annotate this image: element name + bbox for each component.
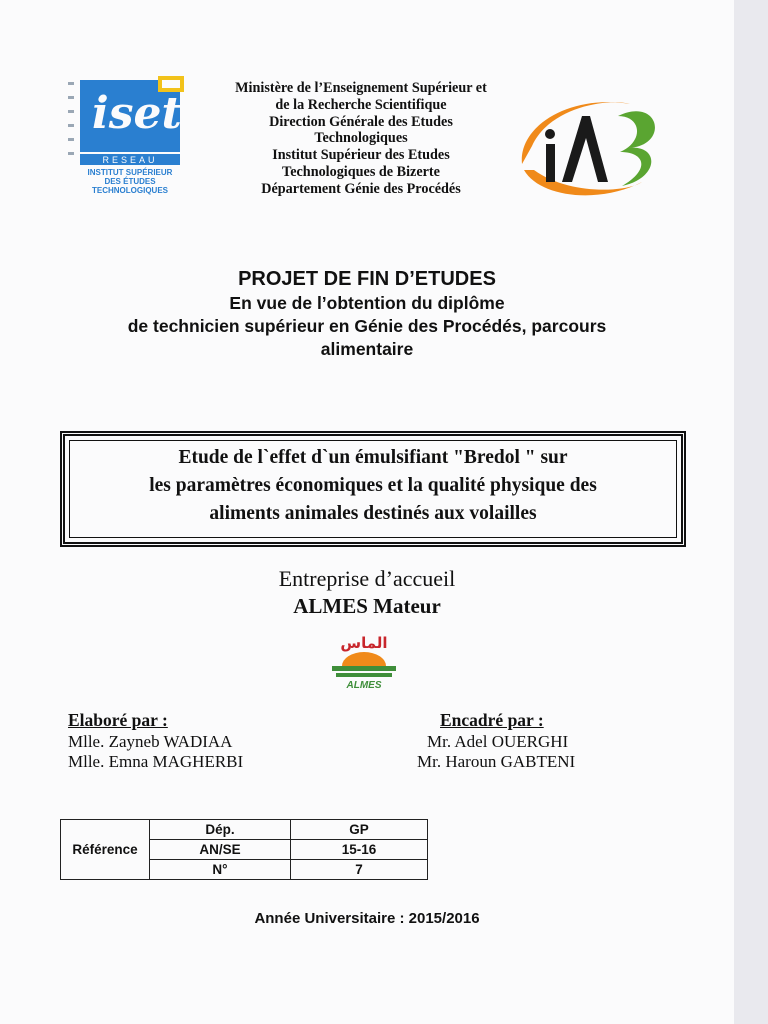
host-name: ALMES Mateur	[293, 594, 441, 618]
scan-edge	[734, 0, 768, 1024]
almes-logo	[326, 632, 402, 692]
author-name: Mlle. Zayneb WADIAA	[68, 732, 233, 751]
subtitle-line: En vue de l’obtention du diplôme	[229, 293, 505, 313]
svg-text:TECHNOLOGIQUES: TECHNOLOGIQUES	[91, 186, 169, 195]
thesis-title-box	[60, 431, 686, 547]
thesis-title-line: Etude de l`effet d`un émulsifiant "Bredol " sur	[178, 447, 568, 468]
ministry-line: Institut Supérieur des Etudes	[272, 147, 450, 164]
svg-text:iset: iset	[92, 88, 182, 139]
host-label: Entreprise d’accueil	[278, 566, 456, 591]
reference-value: 15-16	[291, 840, 428, 860]
reference-key: AN/SE	[150, 840, 291, 860]
reference-key: Dép.	[150, 820, 291, 840]
author-name: Mlle. Emna MAGHERBI	[68, 752, 244, 771]
iset-logo	[62, 76, 192, 206]
ministry-line: Technologiques	[314, 130, 408, 147]
reference-table	[60, 819, 428, 880]
ia-logo	[510, 86, 660, 206]
svg-text:INSTITUT SUPÉRIEUR: INSTITUT SUPÉRIEUR	[87, 168, 173, 177]
reference-label: Référence	[61, 820, 150, 880]
authors-heading: Elaboré par :	[68, 710, 168, 730]
project-title: PROJET DE FIN D’ETUDES	[238, 268, 496, 290]
ministry-header	[200, 80, 522, 198]
iset-banner: RESEAU	[102, 155, 158, 165]
ministry-line: Technologiques de Bizerte	[282, 163, 440, 180]
svg-text:DES ÉTUDES: DES ÉTUDES	[104, 177, 156, 186]
table-row	[61, 820, 428, 840]
ministry-line: Ministère de l’Enseignement Supérieur et	[235, 80, 487, 96]
reference-value: 7	[291, 860, 428, 880]
subtitle-line: alimentaire	[320, 339, 414, 359]
reference-value: GP	[291, 820, 428, 840]
project-subtitle	[0, 292, 734, 361]
thesis-title-line: aliments animales destinés aux volailles	[209, 503, 537, 524]
svg-text:الماس: الماس	[340, 634, 388, 652]
ministry-line: Département Génie des Procédés	[261, 180, 461, 197]
subtitle-line: de technicien supérieur en Génie des Procédés, parcours	[127, 316, 607, 336]
ministry-line: Direction Générale des Etudes	[269, 113, 453, 130]
reference-key: N°	[150, 860, 291, 880]
thesis-title	[65, 444, 681, 528]
svg-text:ALMES: ALMES	[346, 680, 382, 691]
thesis-title-line: les paramètres économiques et la qualité physique des	[149, 475, 597, 496]
supervisor-name: Mr. Adel OUERGHI	[427, 732, 569, 751]
ministry-line: de la Recherche Scientifique	[275, 96, 447, 113]
supervisors-heading: Encadré par :	[440, 710, 544, 730]
academic-year: Année Universitaire : 2015/2016	[254, 910, 480, 927]
supervisor-name: Mr. Haroun GABTENI	[417, 752, 576, 771]
